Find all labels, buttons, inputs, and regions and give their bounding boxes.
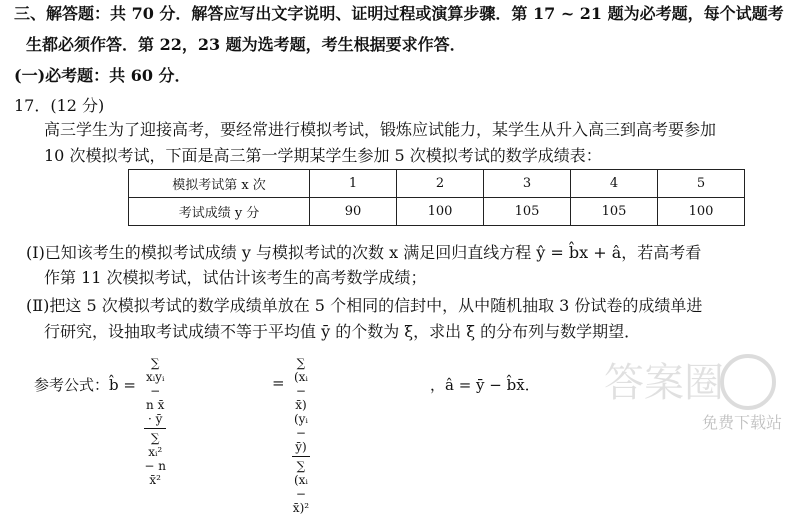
score-table bbox=[128, 169, 745, 226]
table-header-score: 考试成绩 y 分 bbox=[129, 198, 310, 226]
formula-equals: = bbox=[272, 374, 285, 392]
table-cell: 3 bbox=[484, 170, 571, 198]
formula-label: 参考公式：b̂ = bbox=[34, 376, 136, 394]
table-cell: 100 bbox=[397, 198, 484, 226]
table-cell: 105 bbox=[484, 198, 571, 226]
part1-line1: (Ⅰ)已知该考生的模拟考试成绩 y 与模拟考试的次数 x 满足回归直线方程 ŷ = b̂x + â，若高考看 bbox=[26, 243, 702, 262]
fraction-2-denominator: ∑ (xᵢ − x̄)² bbox=[292, 459, 310, 515]
fraction-1-numerator: ∑ xᵢyᵢ − n x̄ · ȳ bbox=[144, 356, 166, 429]
table-header-exam-number: 模拟考试第 x 次 bbox=[129, 170, 310, 198]
watermark-logo bbox=[598, 352, 778, 412]
table-row bbox=[129, 170, 745, 198]
question-number: 17．(12 分) bbox=[14, 96, 105, 115]
required-heading: (一)必考题：共 60 分． bbox=[14, 66, 191, 85]
formula-fraction-2 bbox=[292, 356, 310, 515]
formula-fraction-1 bbox=[144, 356, 166, 487]
section-heading-line2: 生都必须作答．第 22，23 题为选考题，考生根据要求作答． bbox=[26, 35, 466, 54]
table-cell: 100 bbox=[658, 198, 745, 226]
watermark-logo-text: 答案圈 bbox=[604, 360, 724, 406]
formula-tail: ，â = ȳ − b̂x̄． bbox=[430, 376, 540, 394]
section-heading-line1: 三、解答题：共 70 分．解答应写出文字说明、证明过程或演算步骤．第 17 ~ 21 题为必考题，每个试题考 bbox=[14, 4, 784, 23]
table-cell: 5 bbox=[658, 170, 745, 198]
table-cell: 2 bbox=[397, 170, 484, 198]
table-cell: 4 bbox=[571, 170, 658, 198]
question-intro-line1: 高三学生为了迎接高考，要经常进行模拟考试，锻炼应试能力，某学生从升入高三到高考要参加 bbox=[44, 120, 717, 139]
table-row bbox=[129, 198, 745, 226]
table-cell: 1 bbox=[310, 170, 397, 198]
table-cell: 90 bbox=[310, 198, 397, 226]
fraction-2-numerator: ∑ (xᵢ − x̄)(yᵢ − ȳ) bbox=[292, 356, 310, 457]
question-intro-line2: 10 次模拟考试，下面是高三第一学期某学生参加 5 次模拟考试的数学成绩表： bbox=[44, 146, 602, 165]
part2-line1: (Ⅱ)把这 5 次模拟考试的数学成绩单放在 5 个相同的信封中，从中随机抽取 3 份试卷的成绩单进 bbox=[26, 296, 703, 315]
table-cell: 105 bbox=[571, 198, 658, 226]
part2-line2: 行研究，设抽取考试成绩不等于平均值 ȳ 的个数为 ξ，求出 ξ 的分布列与数学期望． bbox=[44, 322, 641, 341]
part1-line2: 作第 11 次模拟考试，试估计该考生的高考数学成绩； bbox=[44, 268, 427, 287]
fraction-1-denominator: ∑ xᵢ² − n x̄² bbox=[144, 431, 166, 487]
watermark-text: 免费下载站 bbox=[701, 413, 782, 432]
